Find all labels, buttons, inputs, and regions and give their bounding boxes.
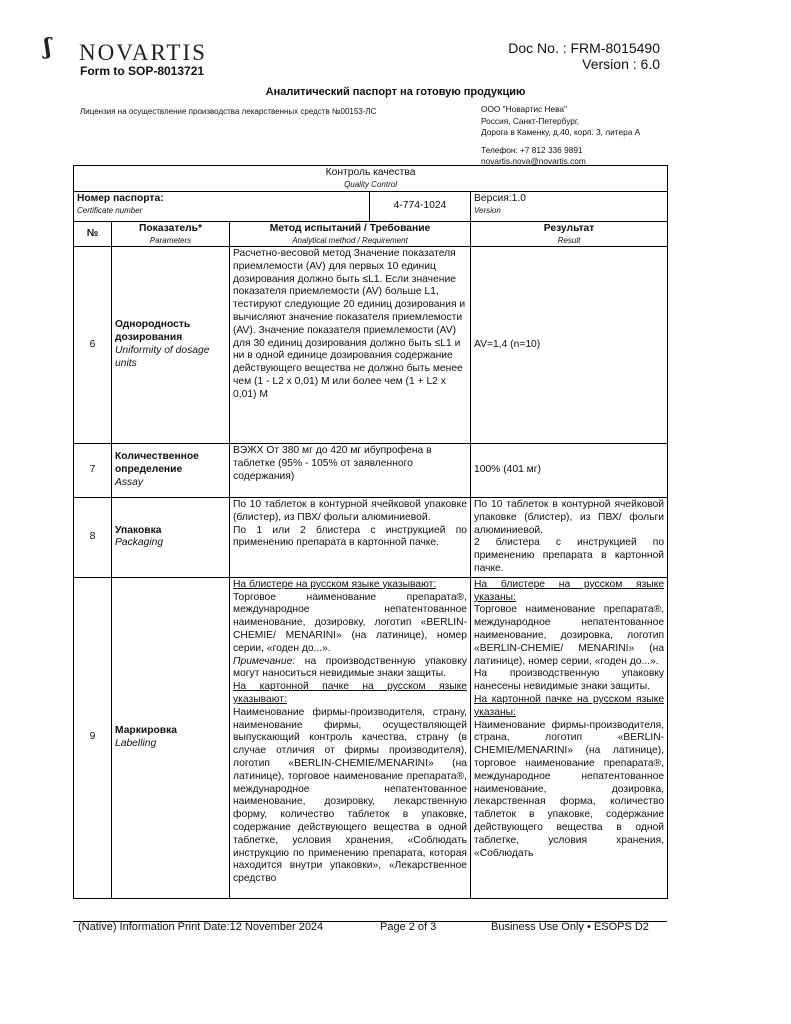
col-param-header: Показатель* Parameters (112, 222, 230, 247)
company-email: novartis.nova@novartis.com (481, 156, 586, 166)
qc-title: Контроль качества (325, 167, 416, 178)
qc-title-cell (74, 166, 668, 192)
param-cell: Маркировка Labelling (112, 577, 230, 898)
col-method-header: Метод испытаний / Требование Analytical method / Requirement (230, 222, 471, 247)
method-cell: Расчетно-весовой метод Значение показателя приемлемости (AV) для первых 10 единиц дозирования должно быть ≤L1. Если значение показателя приемлемости (AV) больше L1, тестируют следующие 20 единиц дозирования и вычисляют значение показателя приемлемости (AV). Значение показателя приемлемости (AV) для 30 единиц дозирования должно быть ≤L1 и ни в одной единице дозирования содержание действующего вещества не должно быть менее чем (1 - L2 x 0,01) M или более чем (1 + L2 x 0,01) M (230, 247, 471, 444)
cert-version-cell (471, 192, 668, 222)
row-number: 6 (74, 247, 112, 444)
table-row (74, 498, 668, 578)
company-name: ООО "Новартис Нева" (481, 104, 567, 114)
row-number: 8 (74, 498, 112, 578)
cert-version-en: Version (474, 205, 501, 215)
quality-control-table (73, 165, 668, 899)
result-cell: На блистере на русском языке указаны: Торговое наименование препарата®, международное непатентованное наименование, дозировка, логотип «BERLIN-CHEMIE/ MENARINI» (на латинице), номер серии, «годен до...». На производственную упаковку нанесены невидимые знаки защиты. На картонной пачке на русском языке указаны: Наименование фирмы-производителя, страна, логотип «BERLIN-CHEMIE/MENARINI» (на латинице), торговое наименование препарата®, международное непатентованное наименование, дозировка, лекарственная форма, количество таблеток в упаковке, содержание действующего вещества в одной таблетке, условия хранения, «Соблюдать (471, 577, 668, 898)
license-text: Лицензия на осуществление производства лекарственных средств №00153-ЛС (80, 107, 377, 116)
row-number: 7 (74, 444, 112, 498)
company-city: Россия, Санкт-Петербург, (481, 115, 580, 126)
cert-version: Версия:1.0 (474, 193, 526, 204)
table-row (74, 444, 668, 498)
footer-classification: Business Use Only • ESOPS D2 (491, 921, 649, 933)
form-reference: Form to SOP-8013721 (80, 64, 205, 78)
col-num-header: № (74, 222, 112, 247)
cert-label-cell (74, 192, 370, 222)
company-contact (481, 145, 586, 167)
param-cell: Количественное определение Assay (112, 444, 230, 498)
col-result-header: Результат Result (471, 222, 668, 247)
cert-label-en: Certificate number (77, 205, 143, 215)
cert-label: Номер паспорта: (77, 193, 164, 204)
param-cell: Упаковка Packaging (112, 498, 230, 578)
document-number: Doc No. : FRM-8015490 (508, 40, 660, 56)
param-cell: Однородность дозирования Uniformity of dosage units (112, 247, 230, 444)
result-cell: 100% (401 мг) (471, 444, 668, 498)
method-cell: На блистере на русском языке указывают: Торговое наименование препарата®, международное непатентованное наименование, дозировку, логотип «BERLIN-CHEMIE/ MENARINI» (на латинице), номер серии, «годен до...». Примечание: на производственную упаковку могут наноситься невидимые знаки защиты. На картонной пачке на русском языке указывают: Наименование фирмы-производителя, страну, наименование фирмы, осуществляющей выпускающий контроль качества, страну (в случае отличия от фирмы производителя), логотип «BERLIN-CHEMIE/MENARINI» (на латинице), торговое наименование препарата®, международное непатентованное наименование, дозировку, лекарственную форму, количество таблеток в упаковке, содержание действующего вещества в одной таблетке, условия хранения, «Соблюдать инструкцию по применению препарата, которая находится внутри упаковки», «Лекарственное средство (230, 577, 471, 898)
brand-name: NOVARTIS (79, 40, 207, 65)
company-phone: Телефон: +7 812 336 9891 (481, 145, 583, 155)
document-version: Version : 6.0 (582, 56, 660, 72)
novartis-logo-icon: ʃ (44, 34, 52, 60)
footer-print-date: (Native) Information Print Date:12 November 2024 (78, 921, 324, 933)
page-title: Аналитический паспорт на готовую продукцию (265, 86, 526, 98)
qc-title-en: Quality Control (344, 179, 397, 189)
company-street: Дорога в Каменку, д.40, корп. 3, литера А (481, 127, 641, 137)
method-cell: ВЭЖХ От 380 мг до 420 мг ибупрофена в таблетке (95% - 105% от заявленного содержания) (230, 444, 471, 498)
method-cell: По 10 таблеток в контурной ячейковой упаковке (блистер), из ПВХ/ фольги алюминиевой. По 1 или 2 блистера с инструкцией по применению препарата в картонной пачке. (230, 498, 471, 578)
company-address (481, 104, 640, 139)
footer-page-number: Page 2 of 3 (380, 921, 437, 933)
table-row (74, 577, 668, 898)
cert-number: 4-774-1024 (370, 192, 471, 222)
row-number: 9 (74, 577, 112, 898)
table-row (74, 247, 668, 444)
result-cell: По 10 таблеток в контурной ячейковой упаковке (блистер), из ПВХ/ фольги алюминиевой. 2 блистера с инструкцией по применению препарата в картонной пачке. (471, 498, 668, 578)
result-cell: AV=1,4 (n=10) (471, 247, 668, 444)
